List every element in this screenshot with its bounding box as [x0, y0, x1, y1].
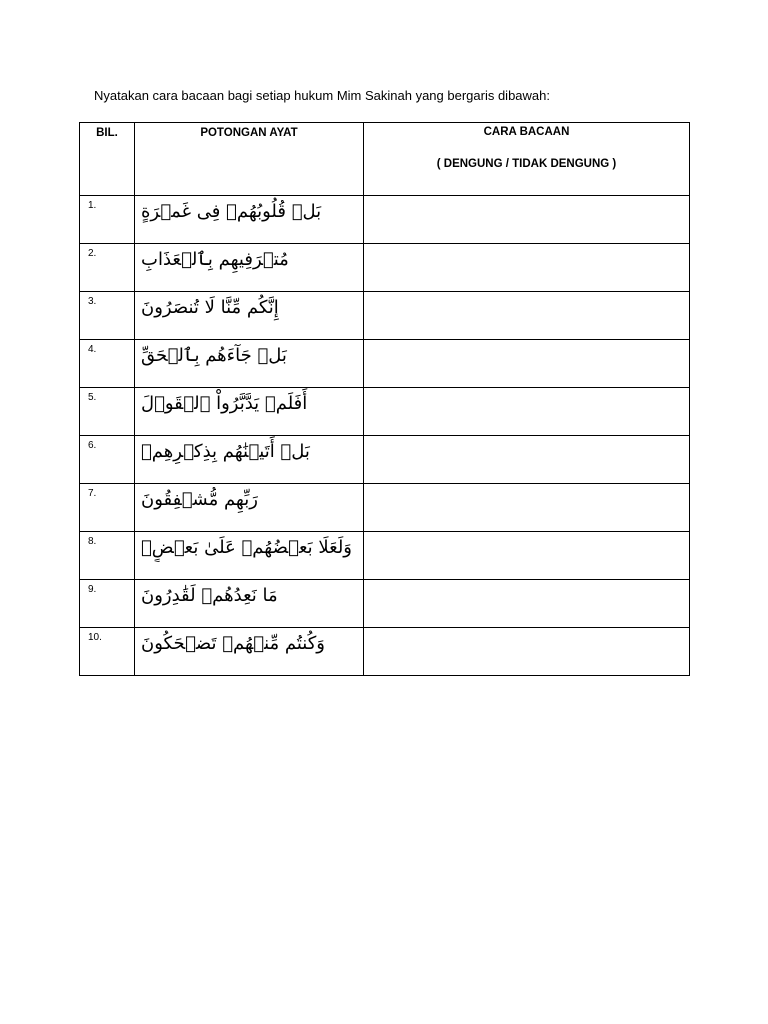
row-number: 3.: [88, 296, 97, 307]
answer-cell[interactable]: [364, 484, 690, 532]
answer-cell[interactable]: [364, 388, 690, 436]
row-number: 8.: [88, 536, 97, 547]
table-row: [80, 580, 690, 628]
ayat-cell: [135, 580, 364, 628]
row-number-cell: [80, 628, 135, 676]
table-row: [80, 244, 690, 292]
table-header-row: [80, 123, 690, 196]
row-number: 2.: [88, 248, 97, 259]
row-number-cell: [80, 196, 135, 244]
row-number: 7.: [88, 488, 97, 499]
answer-cell[interactable]: [364, 196, 690, 244]
table-row: [80, 484, 690, 532]
answer-cell[interactable]: [364, 532, 690, 580]
row-number-cell: [80, 388, 135, 436]
ayat-cell: [135, 388, 364, 436]
ayat-text: وَلَعَلَا بَعۡضُهُمۡ عَلَىٰ بَعۡضٍۚ: [141, 537, 352, 558]
answer-cell[interactable]: [364, 436, 690, 484]
header-cara-options: ( DENGUNG / TIDAK DENGUNG ): [436, 158, 617, 170]
answer-cell[interactable]: [364, 340, 690, 388]
row-number: 5.: [88, 392, 97, 403]
answer-cell[interactable]: [364, 244, 690, 292]
header-ayat-cell: [135, 123, 364, 196]
table-row: [80, 532, 690, 580]
row-number-cell: [80, 292, 135, 340]
mim-sakinah-table: [79, 122, 690, 676]
instruction-text: Nyatakan cara bacaan bagi setiap hukum Mim Sakinah yang bergaris dibawah:: [94, 88, 550, 103]
table-row: [80, 628, 690, 676]
ayat-cell: [135, 628, 364, 676]
header-cara-bacaan: CARA BACAAN: [483, 126, 570, 138]
ayat-cell: [135, 340, 364, 388]
row-number-cell: [80, 244, 135, 292]
ayat-text: مَا نَعِدُهُمۡ لَقَٰدِرُونَ: [141, 585, 278, 606]
ayat-cell: [135, 292, 364, 340]
row-number-cell: [80, 580, 135, 628]
header-cara-cell: [364, 123, 690, 196]
ayat-text: مُتۡرَفِيهِم بِٱلۡعَذَابِ: [141, 249, 289, 270]
row-number-cell: [80, 484, 135, 532]
table-row: [80, 196, 690, 244]
ayat-cell: [135, 484, 364, 532]
answer-cell[interactable]: [364, 628, 690, 676]
ayat-text: رَبِّهِم مُّشۡفِقُونَ: [141, 489, 258, 510]
table-row: [80, 292, 690, 340]
ayat-cell: [135, 244, 364, 292]
row-number: 1.: [88, 200, 97, 211]
table-row: [80, 388, 690, 436]
row-number-cell: [80, 340, 135, 388]
row-number: 6.: [88, 440, 97, 451]
ayat-cell: [135, 532, 364, 580]
ayat-text: بَلۡ أَتَيۡنَٰهُم بِذِكۡرِهِمۡ: [141, 441, 310, 462]
row-number: 10.: [88, 632, 102, 643]
ayat-text: بَلۡ قُلُوبُهُمۡ فِى غَمۡرَةٍ: [141, 201, 322, 222]
ayat-cell: [135, 196, 364, 244]
row-number: 9.: [88, 584, 97, 595]
row-number-cell: [80, 436, 135, 484]
ayat-text: بَلۡ جَآءَهُم بِٱلۡحَقِّ: [141, 345, 287, 366]
header-bil-cell: [80, 123, 135, 196]
header-potongan-ayat: POTONGAN AYAT: [200, 127, 298, 139]
ayat-text: أَفَلَمۡ يَدَّبَّرُواْ ٱلۡقَوۡلَ: [141, 393, 308, 414]
ayat-text: وَكُنتُم مِّنۡهُمۡ تَضۡحَكُونَ: [141, 633, 325, 654]
table-row: [80, 436, 690, 484]
header-bil: BIL.: [96, 127, 118, 139]
row-number-cell: [80, 532, 135, 580]
ayat-cell: [135, 436, 364, 484]
answer-cell[interactable]: [364, 580, 690, 628]
table-row: [80, 340, 690, 388]
answer-cell[interactable]: [364, 292, 690, 340]
ayat-text: إِنَّكُم مِّنَّا لَا تُنصَرُونَ: [141, 297, 279, 318]
row-number: 4.: [88, 344, 97, 355]
